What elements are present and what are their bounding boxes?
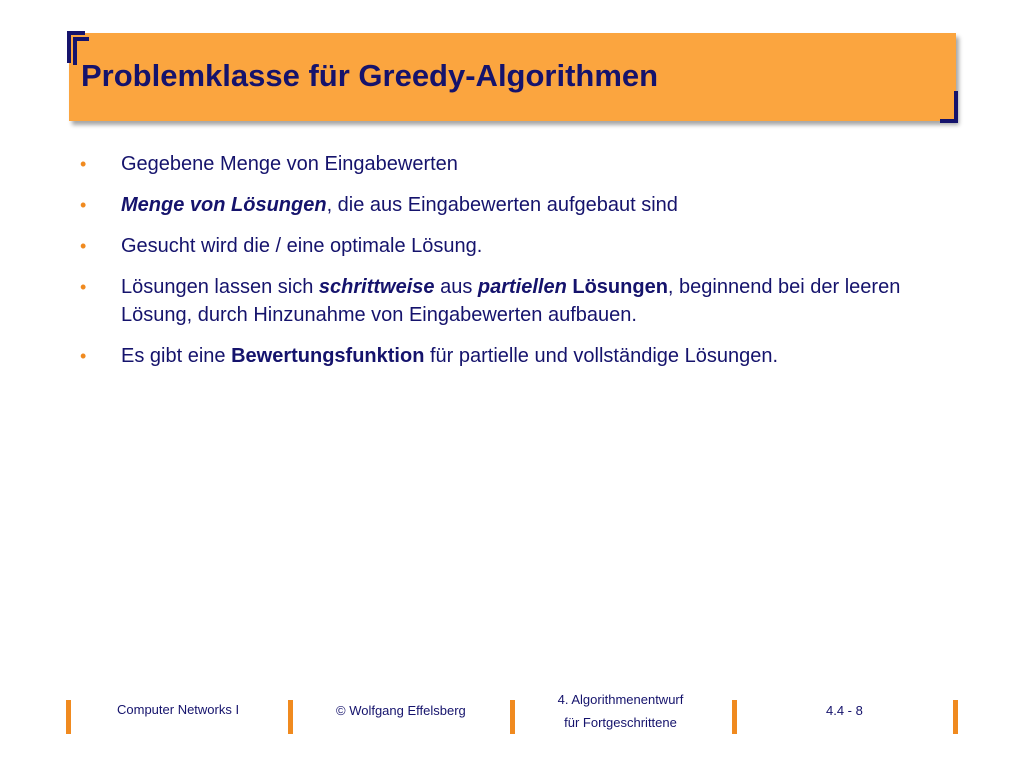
footer-divider <box>732 700 737 734</box>
bullet-marker: • <box>80 346 87 366</box>
bullet-marker: • <box>80 154 87 174</box>
bullet-marker: • <box>80 236 87 256</box>
bullet-text-segment: für partielle und vollständige Lösungen. <box>424 345 778 367</box>
bullet-item <box>0 273 1024 329</box>
footer-chapter-line1: 4. Algorithmenentwurf <box>557 692 684 707</box>
bullet-item <box>0 150 1024 178</box>
slide-title: Problemklasse für Greedy-Algorithmen <box>81 58 659 93</box>
bullet-text-segment: aus <box>434 276 478 298</box>
bullet-marker: • <box>80 195 87 215</box>
bullet-text-segment: Lösungen <box>572 276 668 298</box>
bullet-text-segment: Gegebene Menge von Eingabewerten <box>121 153 458 175</box>
bullet-text-segment: schrittweise <box>318 276 435 298</box>
bullet-text-segment: Es gibt eine <box>121 345 232 367</box>
bullet-list <box>0 150 1024 383</box>
footer-chapter-line2: für Fortgeschrittene <box>564 715 677 730</box>
footer-divider <box>66 700 71 734</box>
footer-divider <box>953 700 958 734</box>
footer-page-number: 4.4 - 8 <box>826 703 863 718</box>
bullet-text-segment: partiellen <box>477 276 567 298</box>
bullet-item <box>0 342 1024 370</box>
bullet-text-segment: Bewertungsfunktion <box>231 345 425 367</box>
title-corner-bottom-right <box>940 91 958 123</box>
bullet-marker: • <box>80 277 87 297</box>
bullet-text-segment: , die aus Eingabewerten aufgebaut sind <box>326 194 678 216</box>
footer-author: © Wolfgang Effelsberg <box>336 703 466 718</box>
footer-divider <box>510 700 515 734</box>
bullet-item <box>0 232 1024 260</box>
bullet-item <box>0 191 1024 219</box>
bullet-text-segment: Menge von Lösungen <box>121 194 327 216</box>
footer-divider <box>288 700 293 734</box>
bullet-text-segment: Gesucht wird die / eine optimale Lösung. <box>121 235 483 257</box>
footer-course: Computer Networks I <box>117 702 240 717</box>
title-banner <box>69 33 956 121</box>
bullet-text-segment: , beginnend bei der leeren Lösung, durch Hinzunahme von Eingabewerten aufbauen. <box>121 276 901 326</box>
bullet-text-segment: Lösungen lassen sich <box>121 276 319 298</box>
